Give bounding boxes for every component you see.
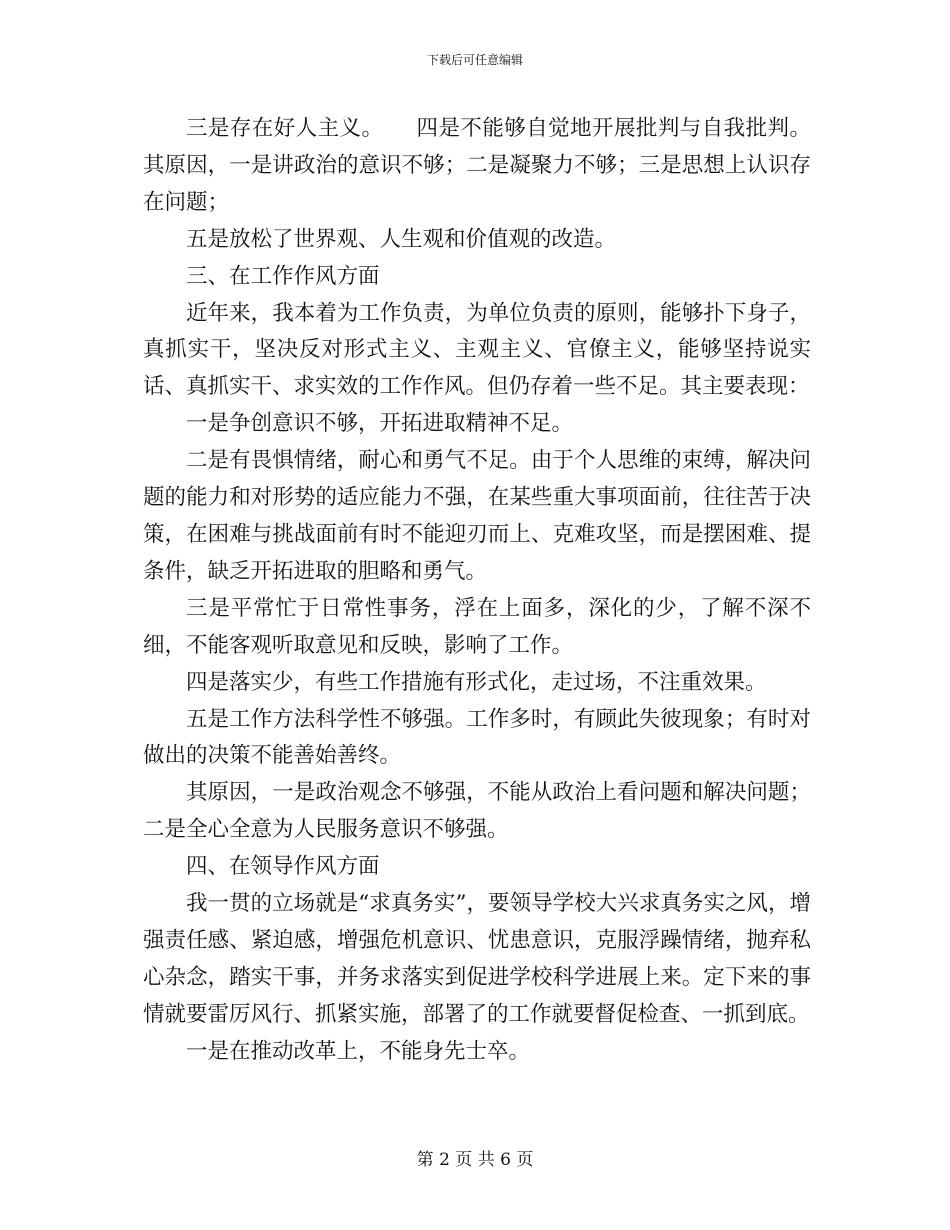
paragraph: 一是争创意识不够，开拓进取精神不足。	[186, 411, 574, 437]
paragraph: 近年来，我本着为工作负责，为单位负责的原则，能够扑下身子，真抓实干，坚决反对形式主义、主观主义、官僚主义，能够坚持说实话、真抓实干、求实效的工作作风。但仍存着一些不足。其主要表现：	[143, 300, 811, 400]
paragraph: 二是有畏惧情绪，耐心和勇气不足。由于个人思维的束缚，解决问题的能力和对形势的适应能力不强，在某些重大事项面前，往往苦于决策，在困难与挑战面前有时不能迎刃而上、克难攻坚，而是摆困难、提条件，缺乏开拓进取的胆略和勇气。	[143, 448, 811, 584]
paragraph: 一是在推动改革上，不能身先士卒。	[186, 1038, 531, 1064]
paragraph: 五是放松了世界观、人生观和价值观的改造。	[186, 226, 617, 252]
document-body	[143, 111, 811, 1071]
section-heading: 四、在领导作风方面	[186, 854, 380, 880]
paragraph: 三是存在好人主义。 四是不能够自觉地开展批判与自我批判。其原因，一是讲政治的意识不够；二是凝聚力不够；三是思想上认识存在问题；	[143, 116, 811, 215]
page-header: 下载后可任意编辑	[426, 53, 523, 67]
paragraph: 其原因，一是政治观念不够强，不能从政治上看问题和解决问题；二是全心全意为人民服务意识不够强。	[143, 780, 811, 843]
paragraph: 我一贯的立场就是“求真务实”，要领导学校大兴求真务实之风，增强责任感、紧迫感，增强危机意识、忧患意识，克服浮躁情绪，抛弃私心杂念，踏实干事，并务求落实到促进学校科学进展上来。定下来的事情就要雷厉风行、抓紧实施，部署了的工作就要督促检查、一抓到底。	[143, 891, 811, 1027]
page-number: 第 2 页 共 6 页	[416, 1150, 534, 1170]
paragraph: 四是落实少，有些工作措施有形式化，走过场，不注重效果。	[186, 669, 767, 695]
paragraph: 三是平常忙于日常性事务，浮在上面多，深化的少，了解不深不细，不能客观听取意见和反映，影响了工作。	[143, 595, 811, 658]
section-heading: 三、在工作作风方面	[186, 263, 380, 289]
paragraph: 五是工作方法科学性不够强。工作多时，有顾此失彼现象；有时对做出的决策不能善始善终。	[143, 706, 811, 769]
